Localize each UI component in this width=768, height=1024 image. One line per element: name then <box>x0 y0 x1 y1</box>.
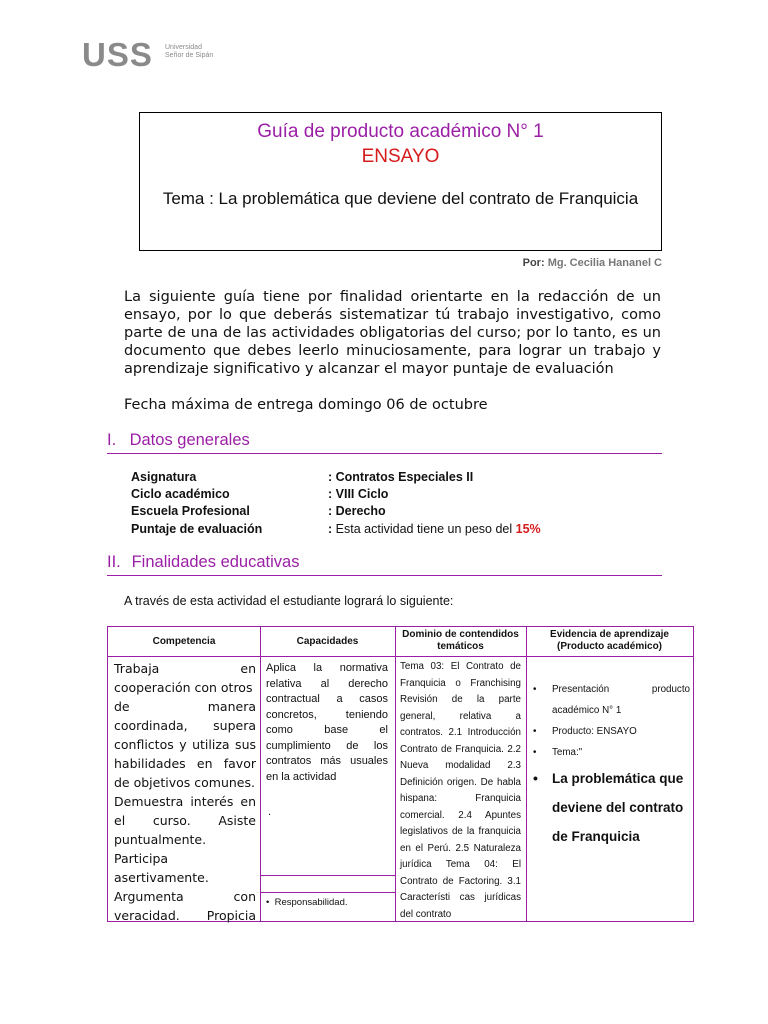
competencia-line: puntualmente. <box>114 832 207 847</box>
competencia-line: de objetivos comunes. <box>114 775 255 790</box>
competencia-line: coordinada, supera <box>114 718 256 733</box>
competencia-line: cooperación con otros <box>114 680 253 695</box>
data-row-asignatura <box>131 470 611 488</box>
capacidades-dot: . <box>268 807 272 818</box>
intro-paragraph: La siguiente guía tiene por finalidad orientarte en la redacción de un ensayo, por lo que deberás sistematizar tú trabajo investigativo, como parte de una de las actividades obligatorias del curso; por lo tanto, es un documento que debes leerlo minuciosamente, para lograr un trabajo y aprendizaje significativo y alcanzar el mayor puntaje de evaluación <box>124 289 661 377</box>
header-dominio <box>395 629 526 653</box>
dominio-cell: Tema 03: El Contrato de Franquicia o Franchising Revisión de la parte general, relativa a contratos. 2.1 Introducción Contrato de Franquicia. 2.2 Nueva modalidad 2.3 Definición origen. De habla hispana: Franquicia comercial. 2.4 Apuntes legislativos de la franquicia en el Perú. 2.5 Naturaleza jurídica Tema 04: El Contrato de Factoring. 3.1 Característi cas jurídicas del contrato <box>400 661 521 920</box>
value-text: Esta actividad tiene un peso del <box>335 522 513 536</box>
bullet-text: Responsabilidad. <box>274 897 348 908</box>
header-evidencia-line-2: (Producto académico) <box>556 641 663 652</box>
logo-line-2: Señor de Sipán <box>165 52 214 59</box>
section-title: Finalidades educativas <box>131 553 300 571</box>
competencia-line: habilidades en favor <box>114 756 256 771</box>
cell-divider <box>260 875 395 876</box>
data-row-puntaje <box>131 522 611 540</box>
guide-type: ENSAYO <box>361 146 440 167</box>
data-key: Escuela Profesional <box>131 504 250 518</box>
deadline-text: Fecha máxima de entrega domingo 06 de octubre <box>124 397 488 413</box>
evidencia-item-text: Producto: ENSAYO <box>552 726 637 737</box>
bullet-icon: • <box>533 747 537 758</box>
section-title: Datos generales <box>129 431 250 449</box>
competencia-line: veracidad. Propicia <box>114 908 256 923</box>
objectives-table <box>107 626 694 922</box>
section-heading-datos <box>107 431 662 454</box>
data-key: Ciclo académico <box>131 487 230 501</box>
logo-subtitle <box>165 44 213 60</box>
competencia-line: asertivamente. <box>114 870 209 885</box>
competencia-line: de manera <box>114 699 256 714</box>
university-logo <box>82 36 242 73</box>
section-number: I. <box>107 431 117 449</box>
value-colon: : <box>328 522 333 536</box>
column-divider <box>260 627 261 921</box>
evidencia-item <box>532 721 690 742</box>
logo-letters: USS <box>82 36 153 73</box>
section-number: II. <box>107 553 121 571</box>
column-divider <box>395 627 396 921</box>
competencia-line: Demuestra interés en <box>114 794 256 809</box>
evidencia-item <box>532 742 690 763</box>
evidencia-item <box>532 679 690 721</box>
guide-title: Guía de producto académico N° 1 <box>257 121 544 142</box>
competencia-cell <box>114 659 256 925</box>
bullet-icon: • <box>533 684 537 695</box>
evidencia-item-text: La problemática que deviene del contrato de Franquicia <box>552 771 684 844</box>
header-capacidades: Capacidades <box>296 636 359 647</box>
data-value: : Derecho <box>328 504 386 518</box>
data-row-ciclo <box>131 487 611 505</box>
header-competencia: Competencia <box>152 636 216 647</box>
author-name: Mg. Cecilia Hananel C <box>547 257 662 269</box>
title-box <box>139 112 662 251</box>
weight-percent: 15% <box>515 522 541 536</box>
section-heading-finalidades <box>107 553 662 576</box>
lead-text: A través de esta actividad el estudiante logrará lo siguiente: <box>124 594 454 608</box>
header-divider <box>108 656 693 657</box>
competencia-line: el curso. Asiste <box>114 813 256 828</box>
competencia-line: Trabaja en <box>114 661 256 676</box>
guide-topic: Tema : La problemática que deviene del contrato de Franquicia <box>162 189 639 208</box>
competencia-line: Argumenta con <box>114 889 256 904</box>
evidencia-cell <box>532 679 690 851</box>
capacidades-cell: Aplica la normativa relativa al derecho contractual a casos concretos, teniendo como base el cumplimiento de los contratos más usuales en la actividad <box>266 662 388 783</box>
header-dominio-line-2: temáticos <box>437 641 484 652</box>
author-line <box>523 257 662 269</box>
data-value: : VIII Ciclo <box>328 487 389 501</box>
bullet-icon: • <box>533 770 538 786</box>
data-key: Asignatura <box>131 470 197 484</box>
data-row-escuela <box>131 504 611 522</box>
logo-line-1: Universidad <box>165 44 202 51</box>
data-value: : Contratos Especiales II <box>328 470 474 484</box>
bullet-icon: • <box>533 726 537 737</box>
cell-divider <box>260 892 395 893</box>
header-evidencia <box>526 629 693 653</box>
evidencia-item-text: Presentación producto académico N° 1 <box>552 684 690 716</box>
evidencia-item-highlight <box>532 764 690 851</box>
bullet-icon: • <box>266 897 275 908</box>
competencia-line: Participa <box>114 851 169 866</box>
competencia-line: conflictos y utiliza sus <box>114 737 256 752</box>
capacidades-bullet <box>266 897 348 908</box>
header-evidencia-line-1: Evidencia de aprendizaje <box>550 629 669 640</box>
data-key: Puntaje de evaluación <box>131 522 263 536</box>
header-dominio-line-1: Dominio de contendidos <box>402 629 519 640</box>
data-value <box>328 522 541 536</box>
column-divider <box>526 627 527 921</box>
evidencia-item-text: Tema:" <box>552 747 583 758</box>
author-label: Por: <box>522 257 545 269</box>
